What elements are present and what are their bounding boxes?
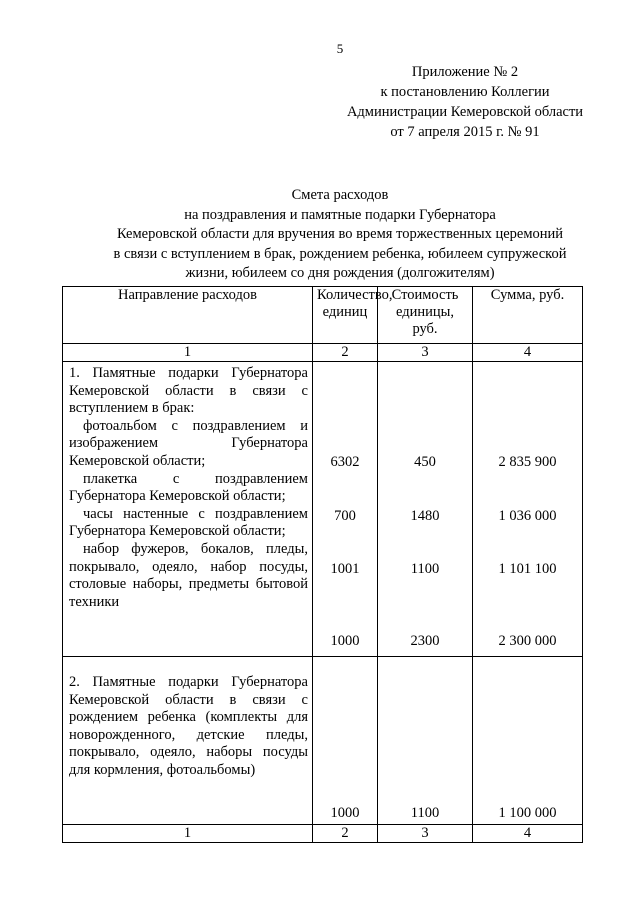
item-sum: 1 101 100 bbox=[498, 561, 557, 577]
item-quantity: 1000 bbox=[330, 805, 360, 821]
table-header-row bbox=[63, 287, 583, 344]
section1-description bbox=[63, 362, 313, 657]
item-text: набор фужеров, бокалов, пледы, покрывало, одеяло, набор посуды, столовые наборы, предметы бытовой техники bbox=[69, 540, 308, 610]
column-number: 4 bbox=[473, 344, 583, 362]
document-title bbox=[60, 186, 620, 284]
item-sum: 2 835 900 bbox=[498, 454, 557, 470]
column-number: 2 bbox=[313, 825, 378, 843]
appendix-header bbox=[330, 62, 600, 142]
title-line: в связи с вступлением в брак, рождением ребенка, юбилеем супружеской bbox=[113, 245, 567, 262]
appendix-line: Администрации Кемеровской области bbox=[346, 104, 584, 120]
item-unit-cost: 1480 bbox=[410, 508, 440, 524]
item-unit-cost: 450 bbox=[414, 454, 436, 470]
page-number: 5 bbox=[336, 41, 344, 56]
column-number: 2 bbox=[313, 344, 378, 362]
item-text: плакетка с поздравлением Губернатора Кемеровской области; bbox=[69, 470, 308, 505]
column-number-row bbox=[63, 344, 583, 362]
header-unit-cost: Стоимость единицы, руб. bbox=[378, 287, 473, 344]
column-number: 1 bbox=[63, 344, 313, 362]
header-quantity: Количество, единиц bbox=[313, 287, 378, 344]
header-direction: Направление расходов bbox=[63, 287, 313, 344]
section2-text: 2. Памятные подарки Губернатора Кемеровской области в связи с рождением ребенка (комплекты для новорожденного, детские пледы, покрывало, одеяло, наборы посуды для кормления, фотоальбомы) bbox=[69, 674, 308, 778]
sum-cell bbox=[473, 657, 583, 825]
column-number: 4 bbox=[473, 825, 583, 843]
item-text: фотоальбом с поздравлением и изображением Губернатора Кемеровской области; bbox=[69, 417, 308, 469]
unit-cost-cell bbox=[378, 362, 473, 657]
estimate-table bbox=[62, 286, 583, 843]
section2-description bbox=[63, 657, 313, 825]
sum-cell bbox=[473, 362, 583, 657]
item-quantity: 6302 bbox=[330, 454, 360, 470]
appendix-line: Приложение № 2 bbox=[411, 64, 519, 80]
column-number: 3 bbox=[378, 825, 473, 843]
title-line: Смета расходов bbox=[291, 187, 389, 203]
item-quantity: 700 bbox=[334, 508, 356, 524]
table-row bbox=[63, 657, 583, 825]
item-sum: 1 036 000 bbox=[498, 508, 557, 524]
item-unit-cost: 1100 bbox=[410, 561, 440, 577]
title-line: жизни, юбилеем со дня рождения (долгожителям) bbox=[185, 265, 495, 281]
appendix-line: к постановлению Коллегии bbox=[380, 84, 550, 100]
title-line: на поздравления и памятные подарки Губернатора bbox=[184, 206, 496, 223]
quantity-cell bbox=[313, 657, 378, 825]
item-quantity: 1000 bbox=[330, 633, 360, 649]
column-number: 3 bbox=[378, 344, 473, 362]
unit-cost-cell bbox=[378, 657, 473, 825]
item-unit-cost: 1100 bbox=[410, 805, 440, 821]
item-quantity: 1001 bbox=[330, 561, 360, 577]
section1-intro: 1. Памятные подарки Губернатора Кемеровской области в связи с вступлением в брак: bbox=[69, 365, 308, 417]
item-sum: 2 300 000 bbox=[498, 633, 557, 649]
item-sum: 1 100 000 bbox=[498, 805, 557, 821]
column-number-row bbox=[63, 825, 583, 843]
item-unit-cost: 2300 bbox=[410, 633, 440, 649]
appendix-line: от 7 апреля 2015 г. № 91 bbox=[390, 124, 540, 140]
table-row bbox=[63, 362, 583, 657]
header-sum: Сумма, руб. bbox=[473, 287, 583, 344]
title-line: Кемеровской области для вручения во время торжественных церемоний bbox=[116, 226, 564, 242]
column-number: 1 bbox=[63, 825, 313, 843]
item-text: часы настенные с поздравлением Губернатора Кемеровской области; bbox=[69, 505, 308, 540]
quantity-cell bbox=[313, 362, 378, 657]
